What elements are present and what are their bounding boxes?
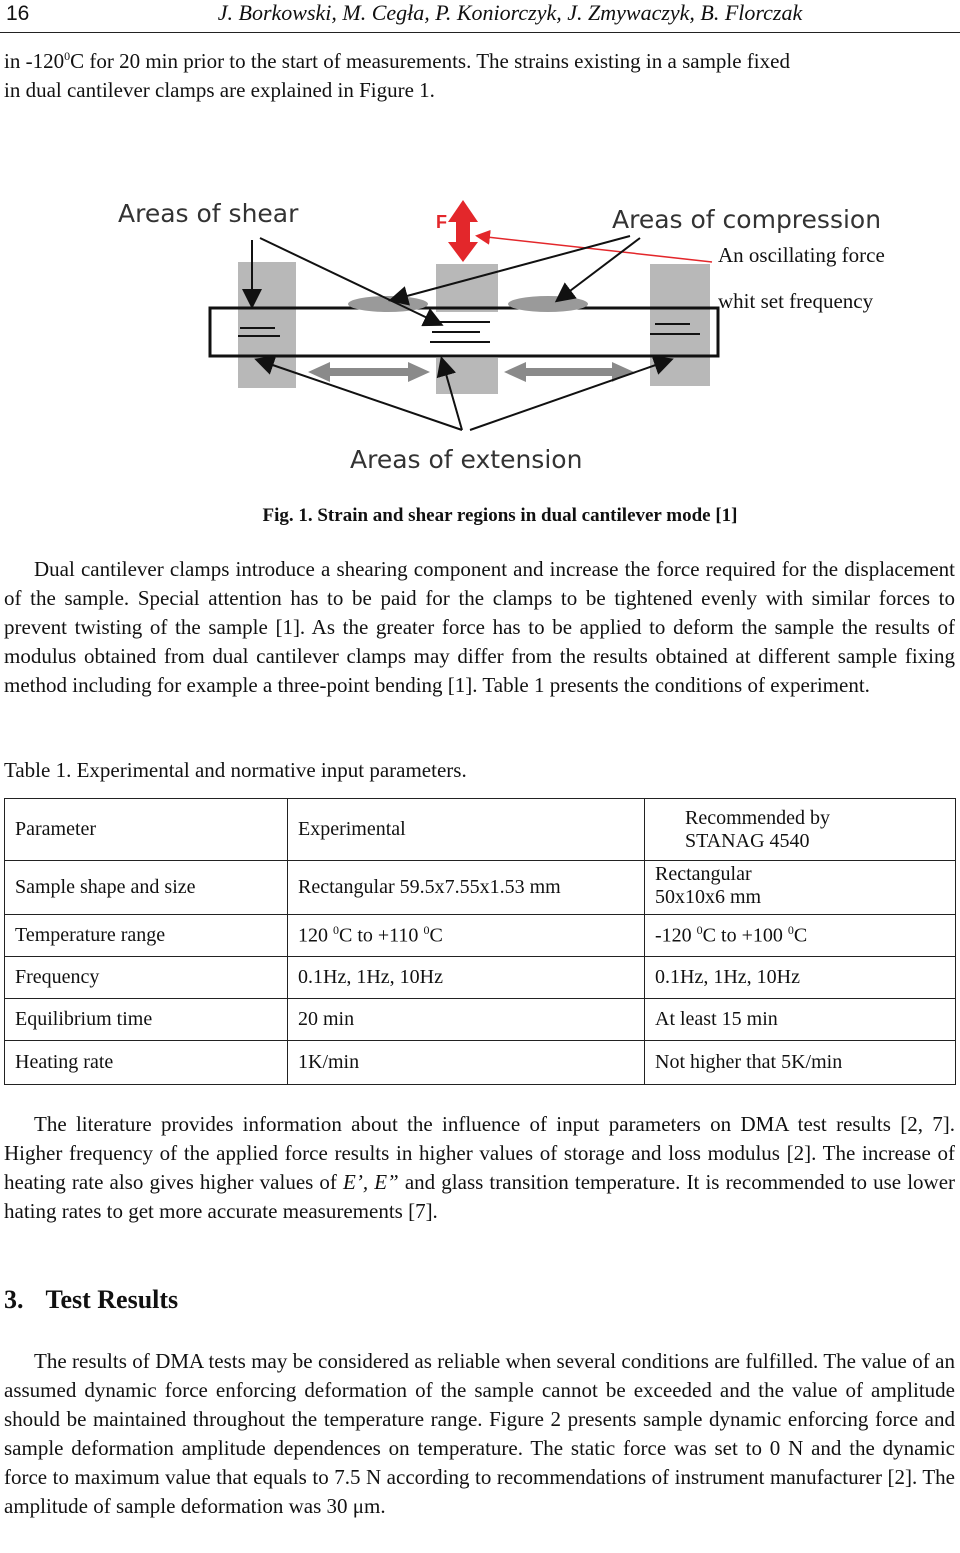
header-recommended: Recommended by STANAG 4540 <box>645 799 956 861</box>
table-row: Frequency 0.1Hz, 1Hz, 10Hz 0.1Hz, 1Hz, 10Hz <box>5 957 956 999</box>
header-rule <box>0 32 960 33</box>
page-number: 16 <box>6 2 30 25</box>
table-row: Sample shape and size Rectangular 59.5x7.55x1.53 mm Rectangular 50x10x6 mm <box>5 861 956 915</box>
page-header <box>0 0 960 30</box>
running-authors: J. Borkowski, M. Cegła, P. Koniorczyk, J. Zmywaczyk, B. Florczak <box>217 0 803 25</box>
clamp-block <box>436 264 498 312</box>
intro-text: in $-120^0C$ for 20 min prior to the start of measurements. The strains existing in a sample fixed in dual cantilever clamps are explained in Figure 1. <box>4 49 790 102</box>
clamp-block <box>436 358 498 394</box>
figure-caption: Fig. 1. Strain and shear regions in dual cantilever mode [1] <box>262 505 738 526</box>
label-areas-of-extension: Areas of extension <box>350 445 583 474</box>
label-set-frequency: whit set frequency <box>718 289 874 313</box>
parameters-table <box>4 798 956 1085</box>
table-row: Temperature range 120 $^0$C to +110 $^0$C -120 $^0$C to +100 $^0$C <box>5 915 956 957</box>
shear-region <box>508 296 588 312</box>
paragraph-results: The results of DMA tests may be considered as reliable when several conditions are fulfilled. The value of an assumed dynamic force enforcing deformation of the sample cannot be exceeded and the value of amplitude should be maintained throughout the temperature range. Figure 2 presents sample dynamic enforcing force and sample deformation amplitude dependences on temperature. The static force was set to 0 N and the dynamic force to maximum value that equals to 7.5 N according to recommendations of instrument manufacturer [2]. The amplitude of sample deformation was 30 μm. <box>4 1349 955 1518</box>
paragraph-clamps: Dual cantilever clamps introduce a shearing component and increase the force required for the displacement of the sample. Special attention has to be paid for the clamps to be tightened evenly with similar forces to prevent twisting of the sample [1]. As the greater force has to be applied to deform the sample the results of modulus obtained from dual cantilever clamps may differ from the results obtained at different sample fixing method including for example a three-point bending [1]. Table 1 presents the conditions of experiment. <box>4 557 955 697</box>
label-oscillating-force: An oscillating force <box>718 243 885 267</box>
header-experimental: Experimental <box>288 799 645 861</box>
label-areas-of-compression: Areas of compression <box>612 205 882 234</box>
section-heading: 3. Test Results <box>4 1285 179 1314</box>
force-arrow-icon <box>448 200 478 262</box>
label-areas-of-shear: Areas of shear <box>118 199 299 228</box>
table-caption: Table 1. Experimental and normative input parameters. <box>4 758 467 782</box>
table-row: Equilibrium time 20 min At least 15 min <box>5 999 956 1041</box>
force-label: F <box>436 212 447 232</box>
paragraph-literature: The literature provides information about the influence of input parameters on DMA test results [2, 7]. Higher frequency of the applied force results in higher values of storage and loss modulus [2]. The increase of heating rate also gives higher values of E’, E” and glass transition temperature. It is recommended to use lower hating rates to get more accurate measurements [7]. <box>4 1112 956 1223</box>
table-row: Heating rate 1K/min Not higher that 5K/min <box>5 1041 956 1085</box>
table-header-row <box>5 799 956 861</box>
header-parameter: Parameter <box>5 799 288 861</box>
figure-dual-cantilever <box>100 190 930 490</box>
